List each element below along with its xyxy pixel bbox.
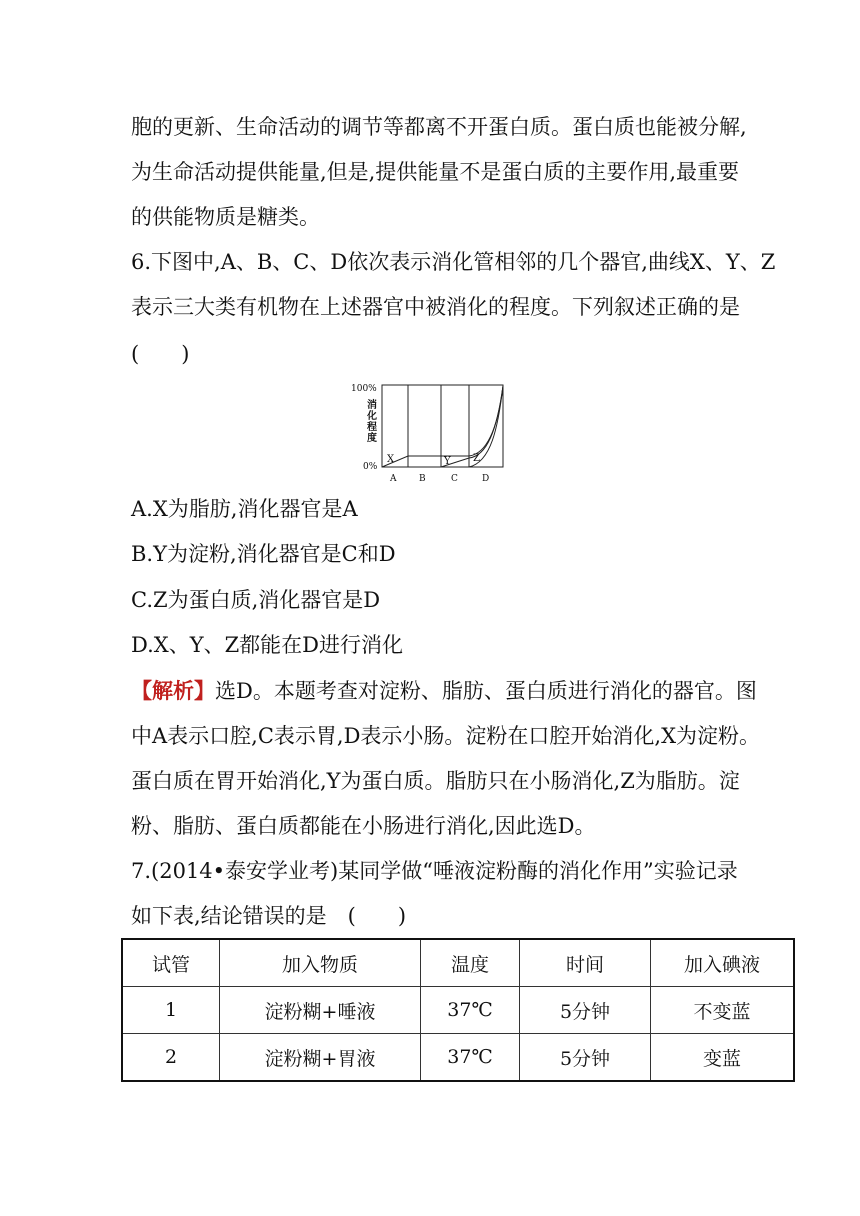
- table-header-cell: 加入碘液: [651, 939, 795, 987]
- table-cell: 变蓝: [651, 1034, 795, 1082]
- svg-text:消化程度: [366, 398, 377, 444]
- table-header-cell: 温度: [421, 939, 520, 987]
- y-axis-top-label: 100%: [351, 384, 377, 394]
- x-tick-label: A: [390, 474, 397, 484]
- text-line: 胞的更新、生命活动的调节等都离不开蛋白质。蛋白质也能被分解,: [131, 115, 747, 139]
- table-cell: 5分钟: [520, 987, 651, 1034]
- y-axis-title-char: 化: [367, 411, 377, 422]
- question-6-blank: ( ): [131, 342, 190, 366]
- analysis-tag: 【解析】: [131, 678, 215, 703]
- table-header-cell: 试管: [122, 939, 220, 987]
- table-cell: 淀粉糊+胃液: [220, 1034, 421, 1082]
- table-header-cell: 时间: [520, 939, 651, 987]
- curve-x: [382, 456, 469, 467]
- option-b: B.Y为淀粉,消化器官是C和D: [131, 542, 396, 566]
- curve-y: [441, 386, 503, 467]
- table-cell: 淀粉糊+唾液: [220, 987, 421, 1034]
- question-6-stem: 6.下图中,A、B、C、D依次表示消化管相邻的几个器官,曲线X、Y、Z: [131, 250, 776, 274]
- text-line: 为生命活动提供能量,但是,提供能量不是蛋白质的主要作用,最重要: [131, 160, 740, 184]
- series-label-z: Z: [473, 453, 480, 464]
- table-header-row: [122, 939, 794, 987]
- table-cell: 2: [122, 1034, 220, 1082]
- text-line: 的供能物质是糖类。: [131, 205, 320, 229]
- y-axis-bottom-label: 0%: [363, 462, 378, 472]
- analysis-line: 中A表示口腔,C表示胃,D表示小肠。淀粉在口腔开始消化,X为淀粉。: [131, 724, 761, 748]
- analysis-line: [131, 676, 757, 706]
- y-axis-title: [366, 398, 377, 444]
- analysis-line: 粉、脂肪、蛋白质都能在小肠进行消化,因此选D。: [131, 814, 596, 838]
- x-tick-label: B: [419, 474, 426, 484]
- table-row: [122, 987, 794, 1034]
- series-label-y: Y: [444, 456, 451, 467]
- analysis-text: 选D。本题考查对淀粉、脂肪、蛋白质进行消化的器官。图: [215, 679, 757, 703]
- y-axis-title-char: 度: [367, 433, 377, 444]
- option-a: A.X为脂肪,消化器官是A: [131, 497, 358, 521]
- x-tick-label: C: [451, 474, 458, 484]
- question-6-stem: 表示三大类有机物在上述器官中被消化的程度。下列叙述正确的是: [131, 295, 740, 319]
- series-label-x: X: [387, 454, 395, 465]
- digestion-chart: [345, 378, 515, 490]
- table-header-cell: 加入物质: [220, 939, 421, 987]
- table-cell: 37℃: [421, 987, 520, 1034]
- option-c: C.Z为蛋白质,消化器官是D: [131, 588, 381, 612]
- x-tick-label: D: [482, 474, 490, 484]
- table-row: [122, 1034, 794, 1082]
- table-cell: 1: [122, 987, 220, 1034]
- table-cell: 不变蓝: [651, 987, 795, 1034]
- experiment-table: [121, 938, 795, 1082]
- analysis-line: 蛋白质在胃开始消化,Y为蛋白质。脂肪只在小肠消化,Z为脂肪。淀: [131, 769, 740, 793]
- table-cell: 37℃: [421, 1034, 520, 1082]
- option-d: D.X、Y、Z都能在D进行消化: [131, 633, 404, 657]
- question-7-stem: 如下表,结论错误的是 ( ): [131, 904, 407, 928]
- y-axis-title-char: 程: [367, 422, 377, 433]
- y-axis-title-char: 消: [367, 400, 377, 411]
- table-cell: 5分钟: [520, 1034, 651, 1082]
- question-7-stem: 7.(2014•泰安学业考)某同学做“唾液淀粉酶的消化作用”实验记录: [131, 859, 738, 883]
